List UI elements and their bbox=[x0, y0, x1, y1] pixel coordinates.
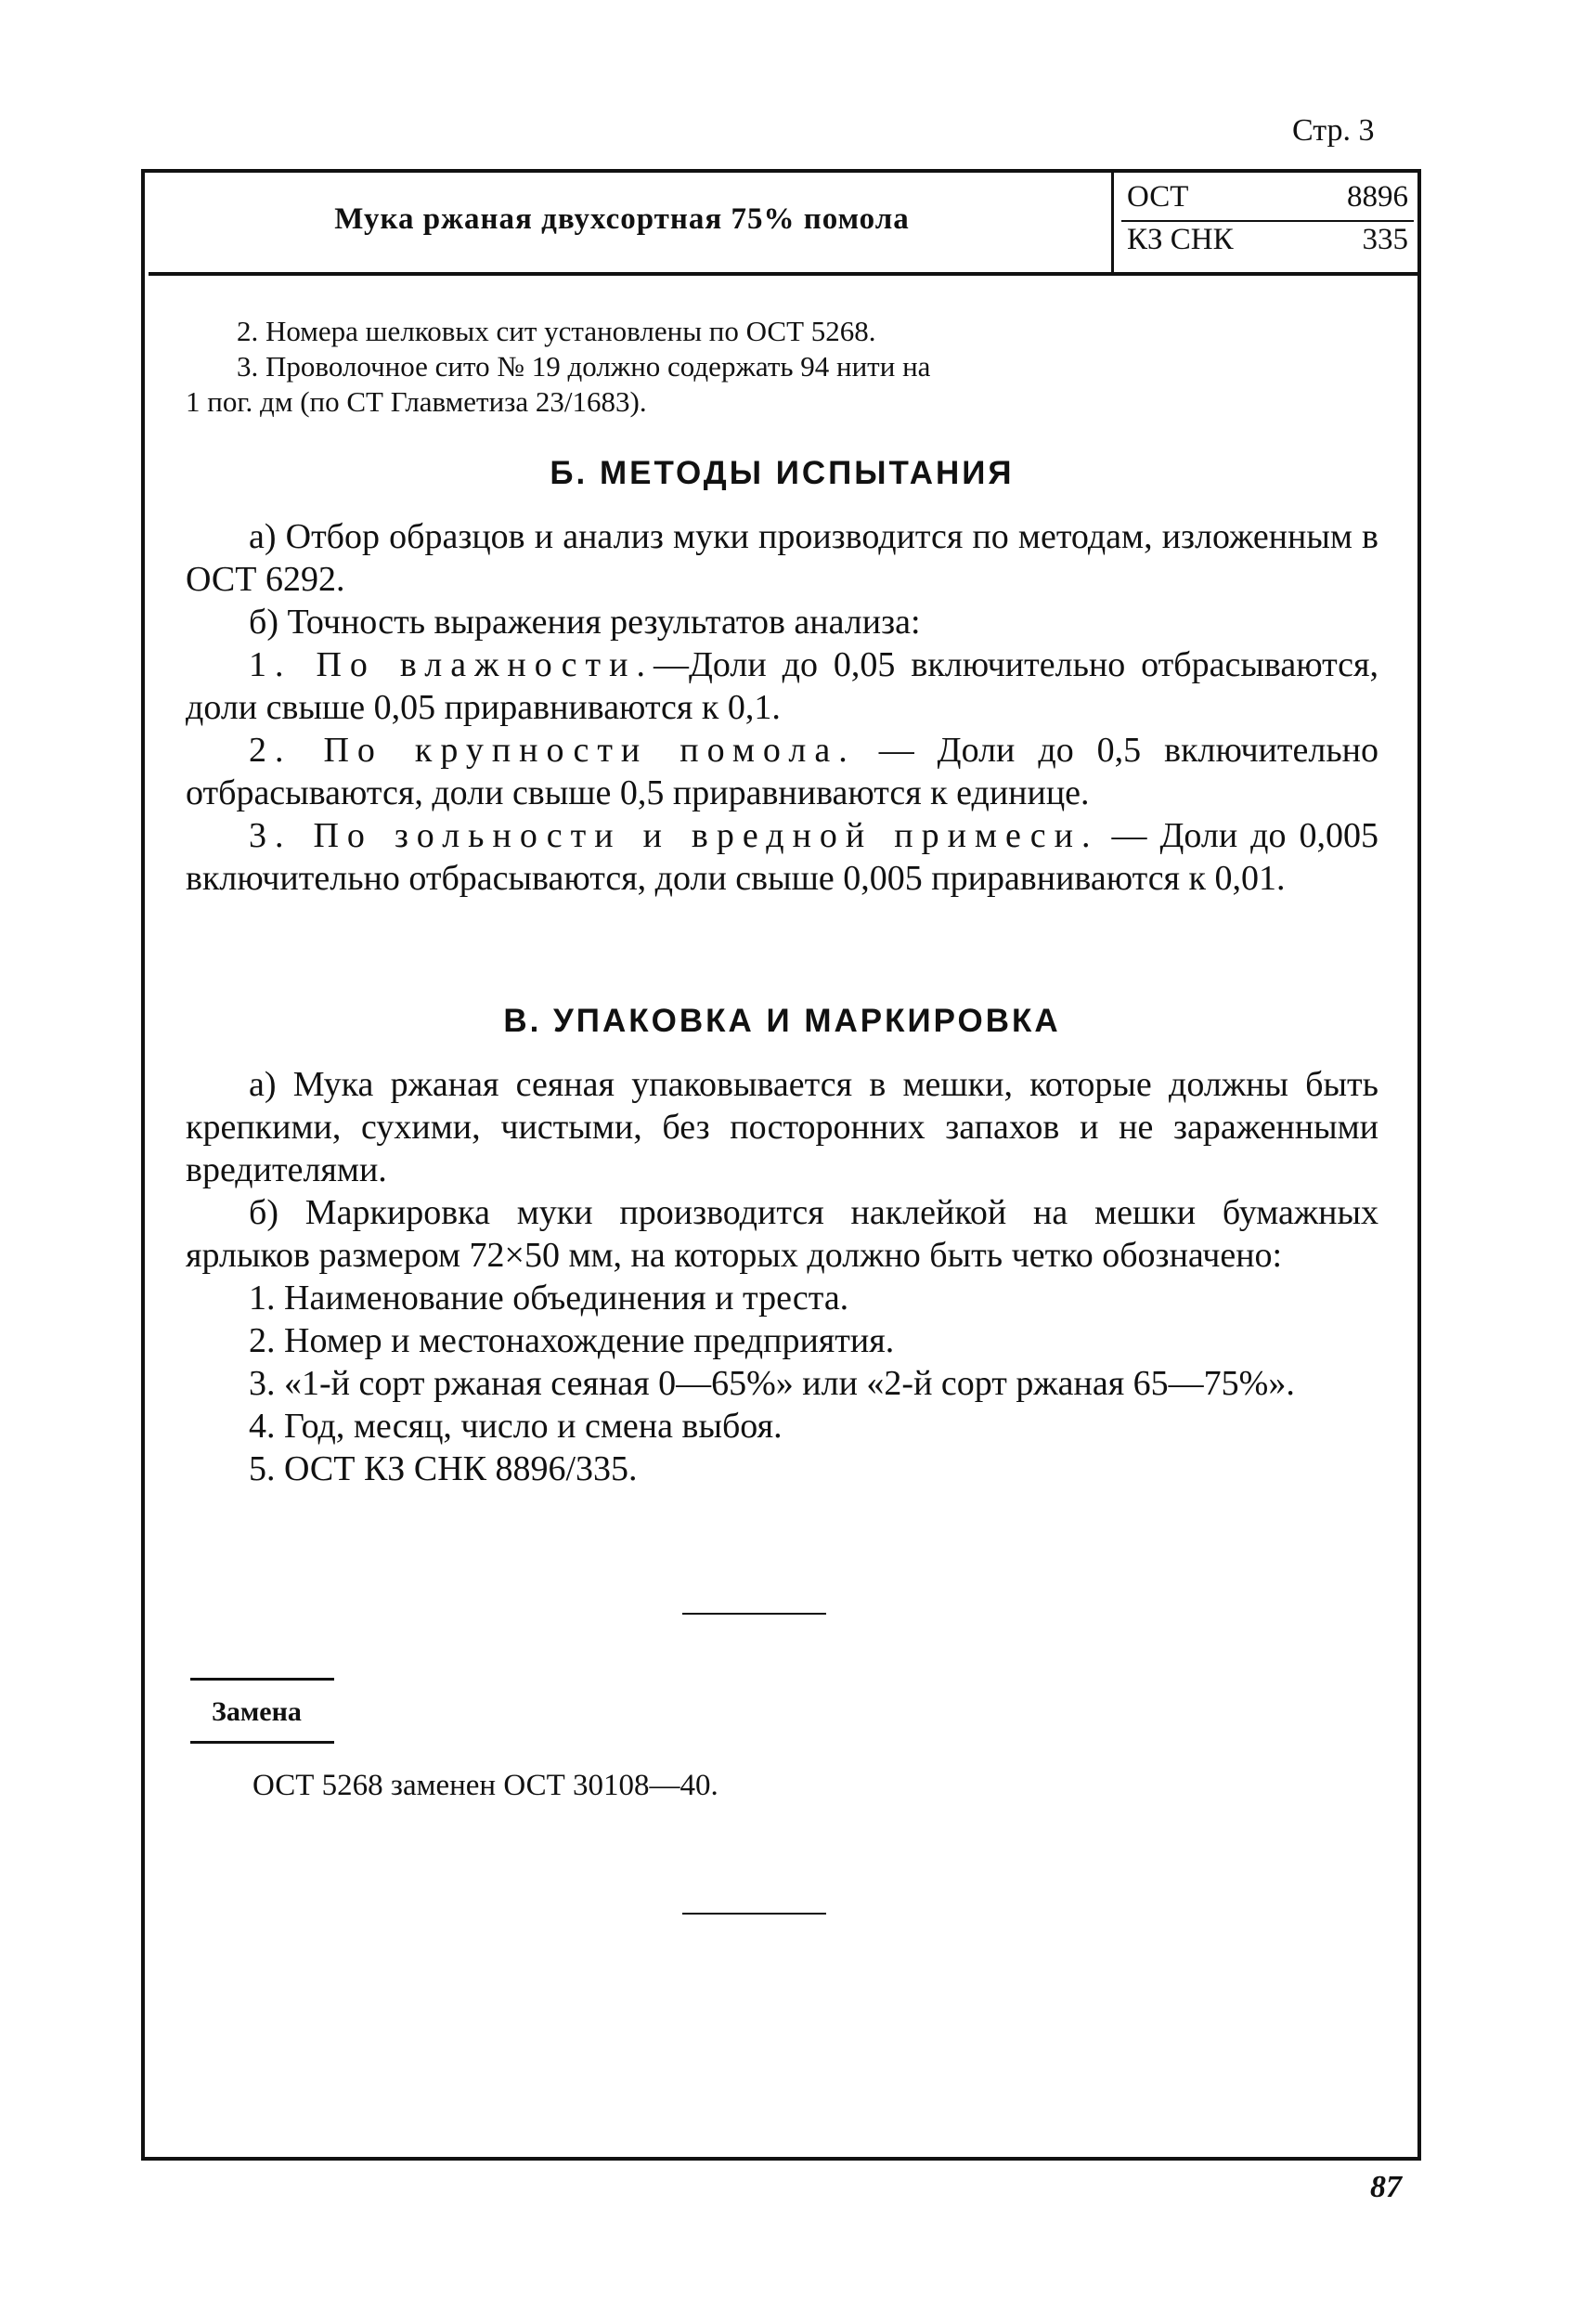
section-b-para-b: б) Точность выражения результатов анализа: bbox=[249, 603, 921, 642]
replacement-bottom-rule bbox=[190, 1741, 334, 1744]
kz-snk-number: 335 bbox=[1362, 223, 1408, 256]
marking-item: 3. «1-й сорт ржаная сеяная 0—65%» или «2-й сорт ржаная 65—75%». bbox=[249, 1364, 1295, 1403]
marking-item: 1. Наименование объединения и треста. bbox=[249, 1279, 849, 1318]
ost-fraction-line bbox=[1121, 220, 1414, 222]
page-number-bottom: 87 bbox=[1370, 2170, 1402, 2204]
item-1-text: —Доли до 0,05 включительно отбрасываются, доли свыше 0,05 приравниваются к 0,1. bbox=[186, 645, 1378, 727]
replacement-label: Замена bbox=[212, 1696, 302, 1727]
section-v-body bbox=[186, 1063, 1378, 1490]
replacement-text: ОСТ 5268 заменен ОСТ 30108—40. bbox=[252, 1769, 718, 1802]
replacement-top-rule bbox=[190, 1678, 334, 1681]
separator-rule bbox=[682, 1913, 826, 1915]
section-b-body bbox=[186, 515, 1378, 900]
standard-number-box bbox=[1114, 176, 1417, 272]
section-b-item-2 bbox=[186, 729, 1378, 814]
marking-item: 2. Номер и местонахождение предприятия. bbox=[249, 1321, 895, 1360]
item-3-lead: 3. По зольности и вредной примеси. bbox=[249, 816, 1099, 855]
section-b-item-3 bbox=[186, 814, 1378, 900]
section-v-para-b: б) Маркировка муки производится наклейкой на мешки бумажных ярлыков размером 72×50 мм, на которых должно быть четко обозначено: bbox=[186, 1193, 1378, 1275]
section-v-heading: В. УПАКОВКА И МАРКИРОВКА bbox=[503, 1003, 1061, 1039]
header-top-rule bbox=[141, 169, 1417, 173]
section-v-para-a: а) Мука ржаная сеяная упаковывается в мешки, которые должны быть крепкими, сухими, чистыми, без посторонних запахов и не зараженными вредителями. bbox=[186, 1065, 1378, 1189]
note-3-continued: 1 пог. дм (по СТ Главметиза 23/1683). bbox=[186, 385, 647, 418]
document-title: Мука ржаная двухсортная 75% помола bbox=[334, 202, 910, 236]
item-2-text: — Доли до 0,5 включительно отбрасываются, доли свыше 0,5 приравниваются к единице. bbox=[186, 731, 1378, 812]
frame-right-rule bbox=[1417, 169, 1421, 2161]
frame-left-rule bbox=[141, 169, 145, 2161]
item-2-lead: 2. По крупности помола. bbox=[249, 731, 856, 770]
kz-snk-label: КЗ СНК bbox=[1127, 223, 1234, 256]
section-b-para-a: а) Отбор образцов и анализ муки производится по методам, изложенным в ОСТ 6292. bbox=[186, 517, 1378, 599]
item-1-lead: 1. По влажности. bbox=[249, 645, 654, 684]
section-b-heading: Б. МЕТОДЫ ИСПЫТАНИЯ bbox=[550, 455, 1015, 491]
note-3: 3. Проволочное сито № 19 должно содержать 94 нити на bbox=[237, 350, 931, 383]
marking-item: 4. Год, месяц, число и смена выбоя. bbox=[249, 1407, 783, 1446]
page-number-top: Стр. 3 bbox=[1292, 113, 1375, 148]
section-b-item-1 bbox=[186, 643, 1378, 729]
marking-item: 5. ОСТ КЗ СНК 8896/335. bbox=[249, 1449, 638, 1488]
footnotes bbox=[186, 314, 1378, 420]
item-3-text: — Доли до 0,005 включительно отбрасываются, доли свыше 0,005 приравниваются к 0,01. bbox=[186, 816, 1378, 898]
frame-bottom-rule bbox=[141, 2157, 1421, 2161]
header-bottom-rule bbox=[149, 272, 1420, 276]
separator-rule bbox=[682, 1613, 826, 1615]
ost-label: ОСТ bbox=[1127, 180, 1189, 214]
note-2: 2. Номера шелковых сит установлены по ОСТ 5268. bbox=[237, 315, 876, 347]
ost-number: 8896 bbox=[1347, 180, 1408, 214]
